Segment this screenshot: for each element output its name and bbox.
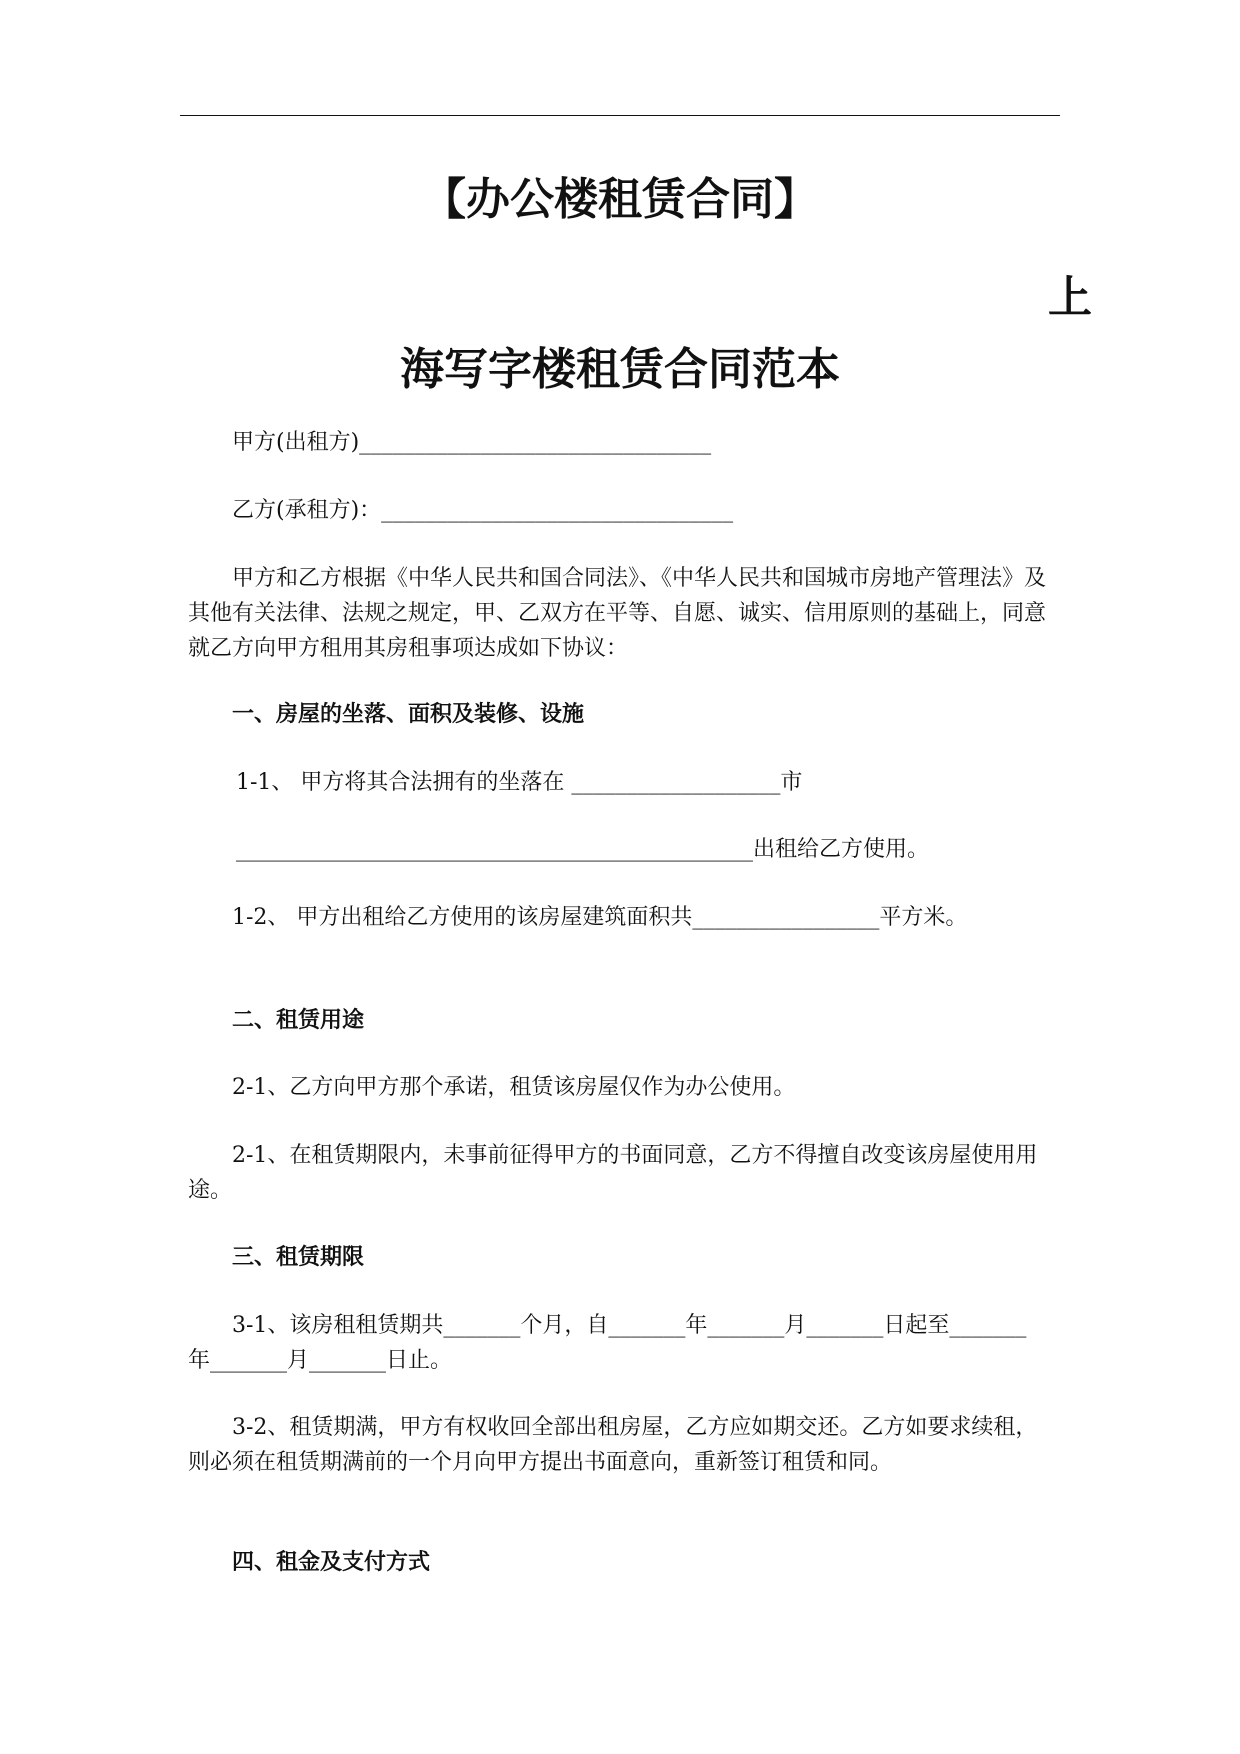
section-heading-4: 四、租金及支付方式	[232, 1550, 431, 1575]
section-heading-1: 一、房屋的坐落、面积及装修、设施	[232, 702, 585, 727]
party-a-line: 甲方(出租方)________________________________	[232, 430, 712, 455]
clause-2-1: 2-1、乙方向甲方那个承诺，租赁该房屋仅作为办公使用。	[232, 1075, 796, 1100]
section-heading-3: 三、租赁期限	[232, 1245, 365, 1270]
clause-3-1: 3-1、该房租租赁期共_______个月，自_______年_______月_______日起至_______年_______月_______日止。	[188, 1313, 1027, 1373]
clause-1-2: 1-2、 甲方出租给乙方使用的该房屋建筑面积共_________________平方米。	[232, 905, 968, 930]
section-heading-2: 二、租赁用途	[232, 1008, 365, 1033]
document-title: 【办公楼租赁合同】	[422, 174, 818, 225]
party-b-line: 乙方(承租方)：________________________________	[232, 498, 734, 523]
document-subtitle: 海写字楼租赁合同范本	[400, 344, 840, 395]
clause-1-1-continued: _______________________________________________出租给乙方使用。	[236, 837, 930, 862]
title-overflow-char: 上	[1048, 272, 1092, 323]
preamble-paragraph: 甲方和乙方根据《中华人民共和国合同法》、《中华人民共和国城市房地产管理法》及其他有关法律、法规之规定，甲、乙双方在平等、自愿、诚实、信用原则的基础上，同意就乙方向甲方租用其房租事项达成如下协议：	[188, 566, 1047, 661]
header-rule	[180, 115, 1060, 116]
clause-2-1b: 2-1、在租赁期限内，未事前征得甲方的书面同意，乙方不得擅自改变该房屋使用用途。	[188, 1143, 1038, 1203]
clause-1-1: 1-1、 甲方将其合法拥有的坐落在 ___________________市	[236, 770, 803, 795]
clause-3-2: 3-2、租赁期满，甲方有权收回全部出租房屋，乙方应如期交还。乙方如要求续租，则必须在租赁期满前的一个月向甲方提出书面意向，重新签订租赁和同。	[188, 1415, 1038, 1475]
